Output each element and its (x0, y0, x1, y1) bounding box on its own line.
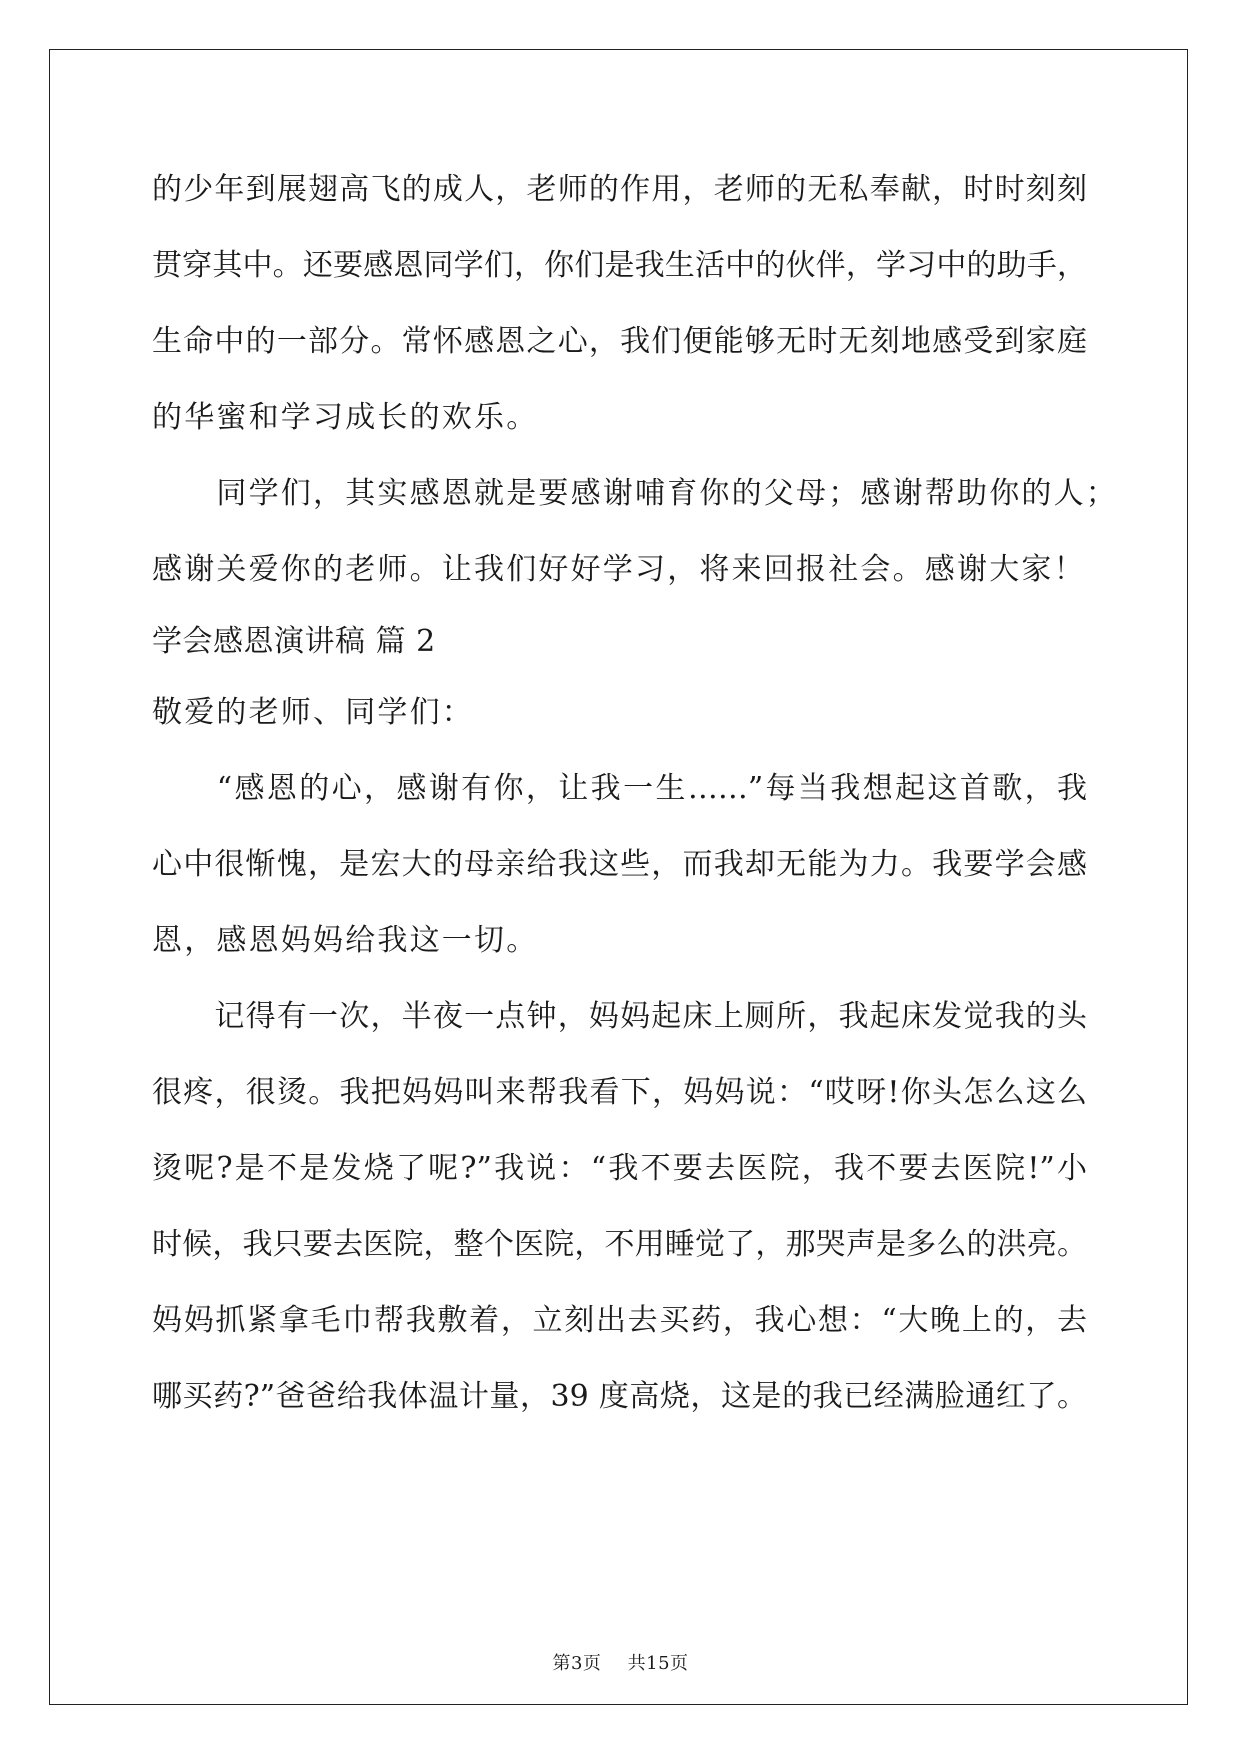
text-line: 感谢关爱你的老师。让我们好好学习，将来回报社会。感谢大家！ (152, 552, 1086, 587)
text-line: 记得有一次，半夜一点钟，妈妈起床上厕所，我起床发觉我的头 (152, 999, 1087, 1034)
page-footer (0, 1652, 1241, 1676)
text-line: 的华蜜和学习成长的欢乐。 (152, 400, 539, 435)
text-line: “感恩的心，感谢有你，让我一生……”每当我想起这首歌，我 (152, 771, 1087, 806)
text-line: 恩，感恩妈妈给我这一切。 (152, 923, 539, 958)
text-line: 烫呢?是不是发烧了呢?”我说：“我不要去医院，我不要去医院!”小 (152, 1151, 1087, 1186)
text-line: 贯穿其中。还要感恩同学们，你们是我生活中的伙伴，学习中的助手， (152, 248, 1087, 283)
text-line: 很疼，很烫。我把妈妈叫来帮我看下，妈妈说：“哎呀!你头怎么这么 (152, 1075, 1087, 1110)
text-line: 妈妈抓紧拿毛巾帮我敷着，立刻出去买药，我心想：“大晚上的，去 (152, 1303, 1087, 1338)
text-line: 时候，我只要去医院，整个医院，不用睡觉了，那哭声是多么的洪亮。 (152, 1227, 1087, 1262)
text-line: 哪买药?”爸爸给我体温计量，39 度高烧，这是的我已经满脸通红了。 (152, 1379, 1087, 1414)
page-total: 共15页 (627, 1653, 689, 1674)
section-heading: 学会感恩演讲稿 篇 2 (152, 624, 436, 659)
text-line: 同学们，其实感恩就是要感谢哺育你的父母；感谢帮助你的人； (152, 476, 1118, 511)
text-line: 心中很惭愧，是宏大的母亲给我这些，而我却无能为力。我要学会感 (152, 847, 1087, 882)
salutation: 敬爱的老师、同学们： (152, 695, 474, 730)
text-line: 生命中的一部分。常怀感恩之心，我们便能够无时无刻地感受到家庭 (152, 324, 1087, 359)
text-line: 的少年到展翅高飞的成人，老师的作用，老师的无私奉献，时时刻刻 (152, 172, 1087, 207)
page-number: 第3页 (552, 1653, 602, 1674)
